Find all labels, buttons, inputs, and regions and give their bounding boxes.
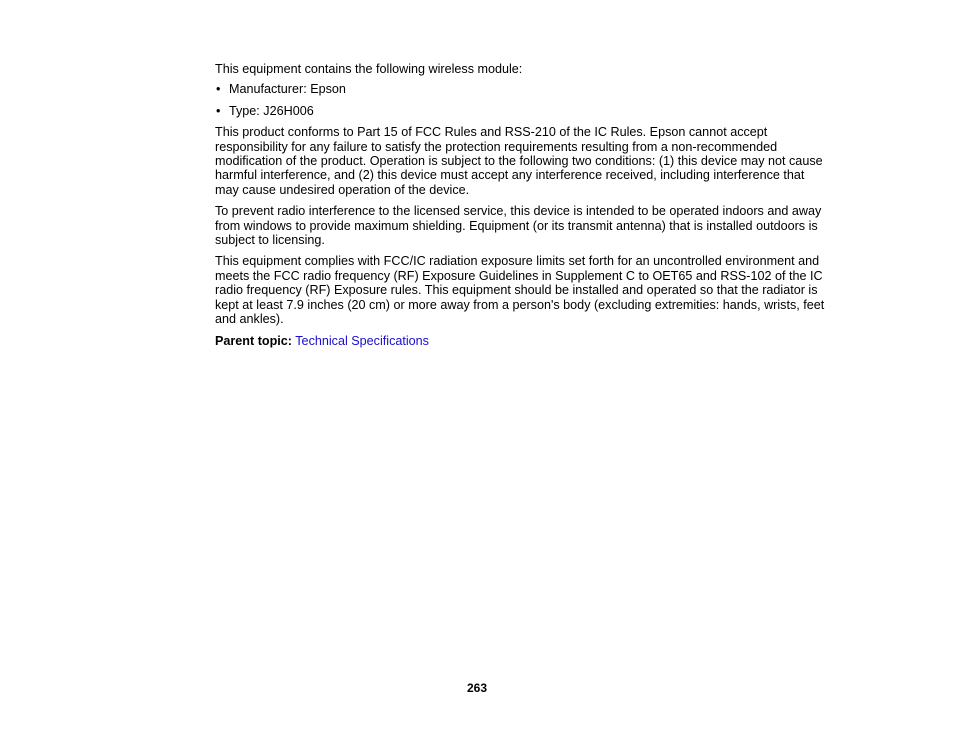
list-item-text: Type: J26H006 [229,103,314,118]
list-item [215,104,827,118]
intro-text: This equipment contains the following wireless module: [215,62,523,76]
document-body [215,62,827,348]
radiation-exposure-paragraph: This equipment complies with FCC/IC radiation exposure limits set forth for an uncontrolled environment and meets the FCC radio frequency (RF) Exposure Guidelines in Supplement C to OET65 and RSS-102 of the IC radio frequency (RF) Exposure rules. This equipment should be installed and operated so that the radiator is kept at least 7.9 inches (20 cm) or more away from a person's body (excluding extremities: hands, wrists, feet and ankles). [215,254,825,327]
page-number: 263 [466,681,488,695]
radio-interference-paragraph: To prevent radio interference to the licensed service, this device is intended to be operated indoors and away from windows to provide maximum shielding. Equipment (or its transmit antenna) that is installed outdoors is subject to licensing. [215,204,822,248]
fcc-compliance-paragraph: This product conforms to Part 15 of FCC Rules and RSS-210 of the IC Rules. Epson cannot accept responsibility for any failure to satisfy the protection requirements resulting from a non-recommended modification of the product. Operation is subject to the following two conditions: (1) this device may not cause harmful interference, and (2) this device must accept any interference received, including interference that may cause undesired operation of the device. [215,125,823,197]
list-item-text: Manufacturer: Epson [229,82,346,97]
parent-topic-link[interactable]: Technical Specifications [295,333,429,348]
wireless-module-list [215,82,827,118]
parent-topic-label: Parent topic: [215,333,292,348]
parent-topic [215,334,827,348]
bullet-icon: • [216,103,221,118]
list-item [215,82,827,96]
bullet-icon: • [216,82,221,97]
